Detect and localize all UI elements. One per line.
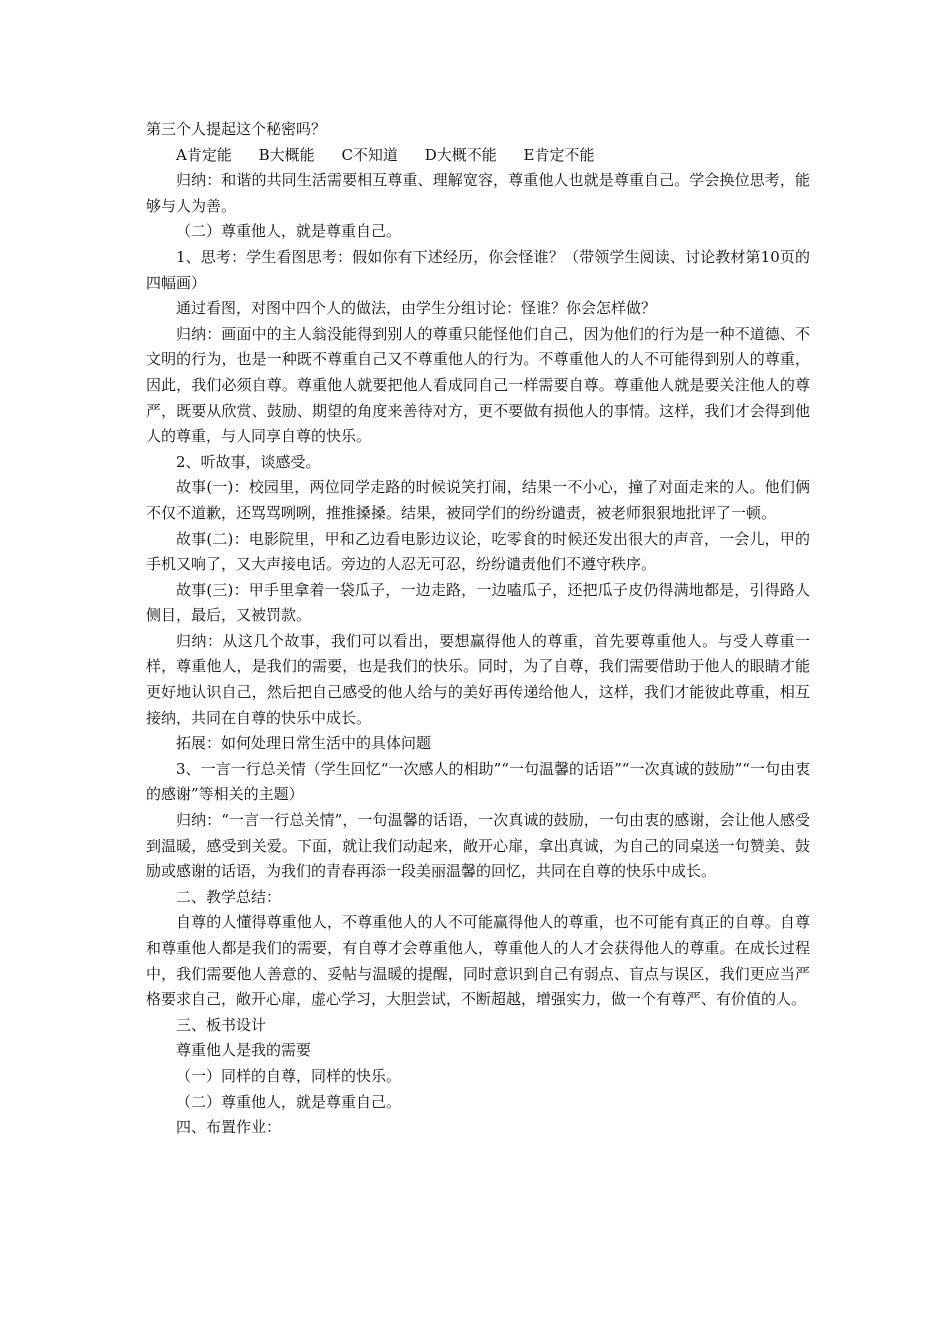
summary-paragraph-3: 归纳：从这几个故事，我们可以看出，要想赢得他人的尊重，首先要尊重他人。与受人尊重一样，尊重他人，是我们的需要，也是我们的快乐。同时，为了自尊，我们需要借助于他人的眼睛才能更好地认识自己，然后把自己感受的他人给与的美好再传递给他人，这样，我们才能彼此尊重，相互接纳，共同在自尊的快乐中成长。 — [146, 631, 810, 727]
question-tail: 第三个人提起这个秘密吗？ — [146, 120, 327, 138]
extend-line: 拓展：如何处理日常生活中的具体问题 — [176, 734, 432, 753]
option-e: E肯定不能 — [523, 145, 595, 164]
document-page — [146, 117, 810, 1141]
board-item-two: （二）尊重他人，就是尊重自己。 — [176, 1092, 402, 1111]
think-paragraph: 1、思考：学生看图思考：假如你有下述经历，你会怪谁？（带领学生阅读、讨论教材第10页的四幅画） — [146, 247, 810, 292]
summary-paragraph-2: 归纳：画面中的主人翁没能得到别人的尊重只能怪他们自己，因为他们的行为是一种不道德、不文明的行为，也是一种既不尊重自己又不尊重他人的行为。不尊重他人的人不可能得到别人的尊重，因此，我们必须自尊。尊重他人就要把他人看成同自己一样需要自尊。尊重他人就是要关注他人的尊严，既要从欣赏、鼓励、期望的角度来善待对方，更不要做有损他人的事情。这样，我们才会得到他人的尊重，与人同享自尊的快乐。 — [146, 324, 810, 446]
care-paragraph: 3、一言一行总关情（学生回忆“一次感人的相助”“一句温馨的话语”“一次真诚的鼓励”“一句由衷的感谢”等相关的主题） — [146, 759, 810, 804]
story-3: 故事(三)：甲手里拿着一袋瓜子，一边走路，一边嗑瓜子，还把瓜子皮仍得满地都是，引得路人侧目，最后，又被罚款。 — [146, 580, 810, 625]
option-d: D大概不能 — [424, 145, 497, 164]
heading-teaching-summary: 二、教学总结： — [176, 887, 282, 906]
listen-heading: 2、听故事，谈感受。 — [176, 452, 321, 471]
option-b: B大概能 — [258, 145, 315, 164]
summary-paragraph-1: 归纳：和谐的共同生活需要相互尊重、理解宽容，尊重他人也就是尊重自己。学会换位思考，能够与人为善。 — [146, 171, 810, 215]
story-1: 故事(一)：校园里，两位同学走路的时候说笑打闹，结果一不小心，撞了对面走来的人。他们俩不仅不道歉，还骂骂咧咧，推推搡搡。结果，被同学们的纷纷谴责，被老师狠狠地批评了一顿。 — [146, 478, 810, 522]
board-title: 尊重他人是我的需要 — [176, 1041, 312, 1060]
option-c: C不知道 — [341, 145, 398, 164]
story-2: 故事(二)：电影院里，甲和乙边看电影边议论，吃零食的时候还发出很大的声音，一会儿，甲的手机又响了，又大声接电话。旁边的人忍无可忍，纷纷谴责他们不遵守秩序。 — [146, 529, 810, 574]
summary-paragraph-4: 归纳：“一言一行总关情”，一句温馨的话语，一次真诚的鼓励，一句由衷的感谢，会让他人感受到温暖，感受到关爱。下面，就让我们动起来，敞开心扉，拿出真诚，为自己的同桌送一句赞美、鼓励或感谢的话语，为我们的青春再添一段美丽温馨的回忆，共同在自尊的快乐中成长。 — [146, 811, 810, 881]
section-heading-two: （二）尊重他人，就是尊重自己。 — [176, 222, 402, 241]
heading-homework: 四、布置作业： — [176, 1118, 282, 1137]
answer-options — [146, 143, 810, 169]
discuss-paragraph: 通过看图，对图中四个人的做法，由学生分组讨论：怪谁？你会怎样做？ — [176, 299, 657, 318]
option-a: A肯定能 — [176, 145, 232, 164]
heading-board-design: 三、板书设计 — [176, 1015, 267, 1034]
conclusion-paragraph: 自尊的人懂得尊重他人，不尊重他人的人不可能赢得他人的尊重，也不可能有真正的自尊。自尊和尊重他人都是我们的需要，有自尊才会尊重他人，尊重他人的人才会获得他人的尊重。在成长过程中，我们需要他人善意的、妥帖与温暖的提醒，同时意识到自己有弱点、盲点与误区，我们更应当严格要求自己，敞开心扉，虚心学习，大胆尝试，不断超越，增强实力，做一个有尊严、有价值的人。 — [146, 913, 810, 1009]
board-item-one: （一）同样的自尊，同样的快乐。 — [176, 1066, 402, 1085]
